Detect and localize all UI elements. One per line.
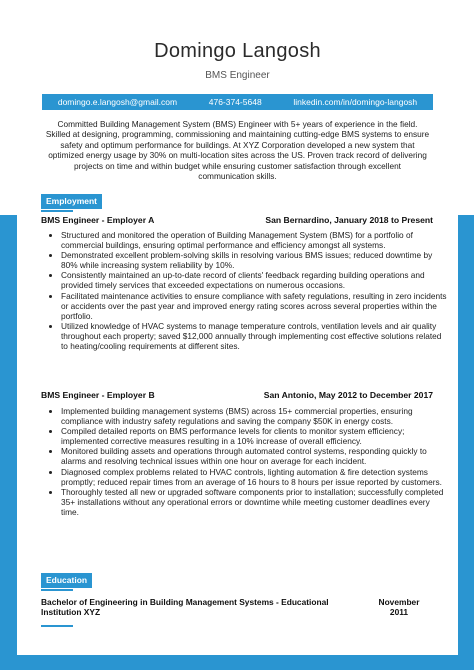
- graduation-date: November 2011: [378, 597, 420, 618]
- job-header-employer-a: [41, 215, 433, 225]
- education-bottom-rule: [41, 625, 73, 627]
- job-title: BMS Engineer: [205, 70, 270, 81]
- candidate-name: Domingo Langosh: [154, 40, 321, 62]
- list-item: • Facilitated maintenance activities to ensure compliance with safety regulations, resulting in zero incidents or accidents over the past year and improved energy rating scores across several properties within the portfolio.: [61, 291, 449, 321]
- phone-number: 476-374-5648: [208, 97, 262, 107]
- list-item: • Structured and monitored the operation of Building Management System (BMS) for a portfolio of commercial buildings, ensuring optimal performance and efficiency amongst all systems.: [61, 230, 449, 250]
- job-location-dates: San Antonio, May 2012 to December 2017: [263, 390, 433, 400]
- list-item: • Demonstrated excellent problem-solving skills in resolving various BMS issues; reduced downtime by 80% while increasing system reliability by 10%.: [61, 250, 449, 270]
- job-header-employer-b: [41, 390, 433, 400]
- professional-summary: Committed Building Management System (BMS) Engineer with 5+ years of experience in the field. Skilled at designing, programming, commissioning and maintaining cutting-edge BMS systems to ensure safety and optimum performance for buildings. At XYZ Corporation developed a new system that optimized energy usage by 30% on multi-location sites across the US. Proven track record of delivering projects on time and within budget while ensuring customer satisfaction through excellent communication skills.: [45, 119, 430, 182]
- contact-bar: [42, 94, 433, 110]
- linkedin-link[interactable]: linkedin.com/in/domingo-langosh: [293, 97, 418, 107]
- employment-underline: [41, 210, 73, 212]
- list-item: • Monitored building assets and operations through automated control systems, responding quickly to alarms and resolving technical issues within one hour on average for each incident.: [61, 446, 449, 466]
- list-item: • Utilized knowledge of HVAC systems to manage temperature controls, ventilation levels and air quality throughout each property; saved $12,000 annually through implementing cost effective solutions related to heating/cooling requirements at different sites.: [61, 321, 449, 351]
- list-item: • Implemented building management systems (BMS) across 15+ commercial properties, ensuring compliance with industry safety regulations and saving the company $50K in energy costs.: [61, 406, 449, 426]
- employment-heading: Employment: [41, 194, 102, 209]
- job-role: BMS Engineer - Employer A: [41, 215, 155, 225]
- degree-title: Bachelor of Engineering in Building Management Systems - Educational Institution XYZ: [41, 597, 329, 618]
- list-item: • Thoroughly tested all new or upgraded software components prior to installation; successfully completed 35+ installations without any operational errors or downtime while meeting customer deadlines every time.: [61, 487, 449, 517]
- list-item: • Compiled detailed reports on BMS performance levels for clients to monitor system efficiency; implemented corrective measures resulting in a 10% increase of overall efficiency.: [61, 426, 449, 446]
- job-bullets-employer-a: [41, 230, 449, 351]
- education-underline: [41, 589, 73, 591]
- resume-page: [17, 14, 458, 655]
- list-item: • Diagnosed complex problems related to HVAC controls, lighting automation & fire detection systems promptly; reduced repair times from an average of 16 hours to 8 hours per issue reported by customers.: [61, 467, 449, 487]
- list-item: • Consistently maintained an up-to-date record of clients' feedback regarding building operations and provided timely services that exceeded expectations on numerous occasions.: [61, 270, 449, 290]
- education-heading: Education: [41, 573, 92, 588]
- job-bullets-employer-b: [41, 406, 449, 517]
- email-link[interactable]: domingo.e.langosh@gmail.com: [57, 97, 178, 107]
- job-role: BMS Engineer - Employer B: [41, 390, 155, 400]
- job-location-dates: San Bernardino, January 2018 to Present: [265, 215, 433, 225]
